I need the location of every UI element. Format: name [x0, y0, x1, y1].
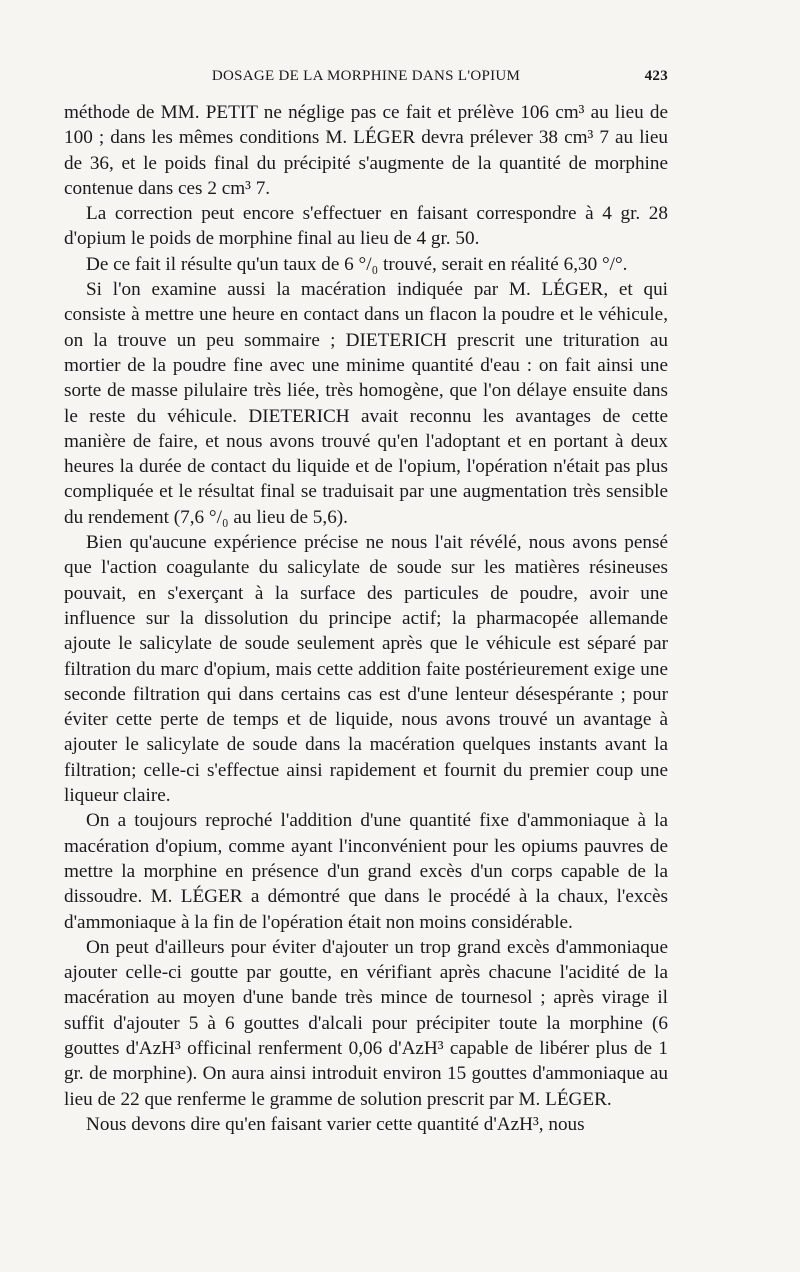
paragraph: On a toujours reproché l'addition d'une quantité fixe d'ammoniaque à la macération d'opium, comme ayant l'inconvénient pour les opiums pauvres de mettre la morphine en présence d'un grand excès d'un corps capable de la dissoudre. M. LÉGER a démontré que dans le procédé à la chaux, l'excès d'ammoniaque à la fin de l'opération était non moins considérable. [64, 810, 668, 933]
page-number: 423 [644, 68, 668, 84]
paragraph: De ce fait il résulte qu'un taux de 6 °/₀ trouvé, serait en réalité 6,30 °/°. [86, 253, 628, 275]
running-title: DOSAGE DE LA MORPHINE DANS L'OPIUM [211, 68, 521, 84]
body-text [64, 100, 668, 1137]
paragraph-final-line: Nous devons dire qu'en faisant varier cette quantité d'AzH³, nous [86, 1113, 585, 1135]
paragraph: On peut d'ailleurs pour éviter d'ajouter un trop grand excès d'ammoniaque ajouter celle-ci goutte par goutte, en vérifiant après chacune l'acidité de la macération au moyen d'une bande très mince de tournesol ; après virage il suffit d'ajouter 5 à 6 gouttes d'alcali pour précipiter toute la morphine (6 gouttes d'AzH³ officinal renferment 0,06 d'AzH³ capable de libérer plus de 1 gr. de morphine). On aura ainsi introduit environ 15 gouttes d'ammoniaque au lieu de 22 que renferme le gramme de solution prescrit par M. LÉGER. [64, 936, 668, 1110]
paragraph: Si l'on examine aussi la macération indiquée par M. LÉGER, et qui consiste à mettre une heure en contact dans un flacon la poudre et le véhicule, on la trouve un peu sommaire ; DIETERICH prescrit une trituration au mortier de la poudre fine avec une minime quantité d'eau : on fait ainsi une sorte de masse pilulaire très liée, très homogène, que l'on délaye ensuite dans le reste du véhicule. DIETERICH avait reconnu les avantages de cette manière de faire, et nous avons trouvé qu'en l'adoptant et en portant à deux heures la durée de contact du liquide et de l'opium, l'opération n'était pas plus compliquée et le résultat final se traduisait par une augmentation très sensible du rendement (7,6 °/₀ au lieu de 5,6). [64, 279, 668, 528]
page-header [64, 66, 668, 90]
paragraph: La correction peut encore s'effectuer en faisant correspondre à 4 gr. 28 d'opium le poids de morphine final au lieu de 4 gr. 50. [64, 203, 668, 250]
paragraph: Bien qu'aucune expérience précise ne nous l'ait révélé, nous avons pensé que l'action coagulante du salicylate de soude sur les matières résineuses pouvait, en s'exerçant à la surface des particules de poudre, avoir une influence sur la dissolution du principe actif; la pharmacopée allemande ajoute le salicylate de soude seulement après que le véhicule est séparé par filtration du marc d'opium, mais cette addition faite postérieurement exige une seconde filtration qui dans certains cas est d'une lenteur désespérante ; pour éviter cette perte de temps et de liquide, nous avons trouvé un avantage à ajouter le salicylate de soude dans la macération quelques instants avant la filtration; celle-ci s'effectue ainsi rapidement et fournit du premier coup une liqueur claire. [64, 532, 668, 807]
paragraph-continuation: méthode de MM. PETIT ne néglige pas ce fait et prélève 106 cm³ au lieu de 100 ; dans les mêmes conditions M. LÉGER devra prélever 38 cm³ 7 au lieu de 36, et le poids final du précipité s'augmente de la quantité de morphine contenue dans ces 2 cm³ 7. [64, 102, 668, 199]
